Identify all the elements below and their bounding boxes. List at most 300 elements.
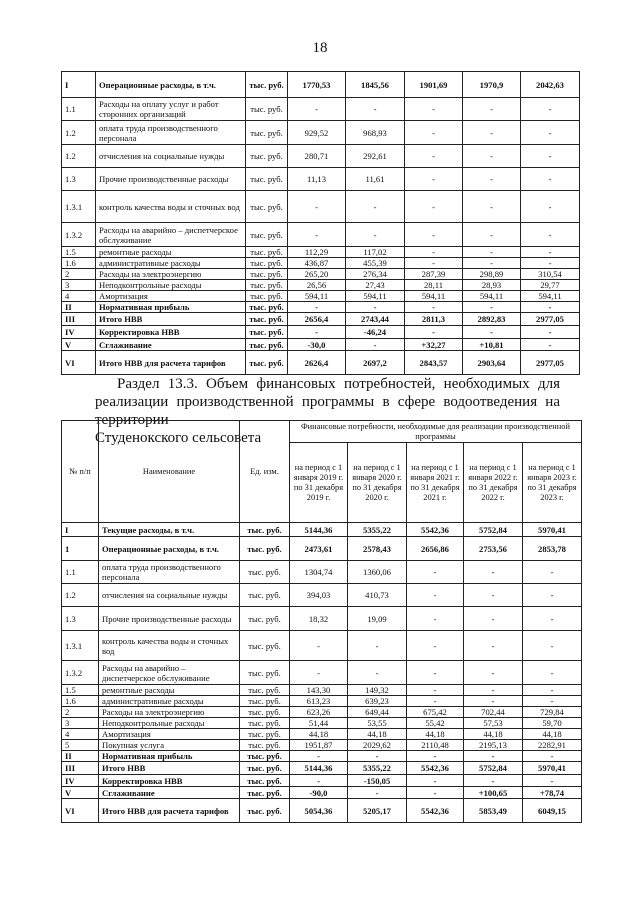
section-heading-line-1: Раздел 13.3. Объем финансовых потребностей, необходимых для bbox=[117, 376, 560, 392]
row-value: - bbox=[405, 121, 463, 145]
row-name: Корректировка НВВ bbox=[96, 326, 246, 339]
row-value: - bbox=[464, 751, 523, 762]
row-unit: тыс. руб. bbox=[246, 98, 288, 121]
table-financial-top bbox=[61, 71, 580, 375]
row-value: 292,61 bbox=[346, 145, 405, 168]
row-value: 2042,63 bbox=[521, 72, 580, 98]
row-number: 1.6 bbox=[62, 258, 96, 269]
row-value: 5853,49 bbox=[464, 799, 523, 823]
table-row bbox=[62, 707, 582, 718]
table-row bbox=[62, 729, 582, 740]
row-number: II bbox=[62, 751, 99, 762]
row-value: 455,39 bbox=[346, 258, 405, 269]
row-value: 2578,43 bbox=[348, 537, 407, 561]
row-unit: тыс. руб. bbox=[240, 584, 290, 607]
row-name: Расходы на аварийно – диспетчерское обслуживание bbox=[96, 223, 246, 247]
row-number: 1.3 bbox=[62, 607, 99, 631]
row-value: 2473,61 bbox=[290, 537, 348, 561]
row-unit: тыс. руб. bbox=[240, 775, 290, 787]
row-number: I bbox=[62, 523, 99, 537]
row-name: Амортизация bbox=[96, 291, 246, 302]
row-number: III bbox=[62, 313, 96, 326]
row-value: +10,81 bbox=[463, 339, 521, 351]
row-unit: тыс. руб. bbox=[246, 280, 288, 291]
row-value: - bbox=[523, 696, 582, 707]
row-value: 2811,3 bbox=[405, 313, 463, 326]
table-row bbox=[62, 685, 582, 696]
row-value: - bbox=[290, 775, 348, 787]
row-value: 5970,41 bbox=[523, 762, 582, 775]
row-unit: тыс. руб. bbox=[246, 351, 288, 375]
row-value: - bbox=[523, 751, 582, 762]
row-name: Расходы на оплату услуг и работ сторонних организаций bbox=[96, 98, 246, 121]
row-value: 5205,17 bbox=[348, 799, 407, 823]
row-value: 623,26 bbox=[290, 707, 348, 718]
row-unit: тыс. руб. bbox=[246, 145, 288, 168]
row-value: - bbox=[463, 98, 521, 121]
row-value: - bbox=[463, 145, 521, 168]
header-unit: Ед. изм. bbox=[240, 421, 290, 523]
row-value: 2697,2 bbox=[346, 351, 405, 375]
table-row bbox=[62, 537, 582, 561]
row-value: 2843,57 bbox=[405, 351, 463, 375]
table-body bbox=[62, 72, 580, 375]
row-name: Сглаживание bbox=[99, 787, 240, 799]
row-unit: тыс. руб. bbox=[240, 561, 290, 584]
row-unit: тыс. руб. bbox=[246, 121, 288, 145]
row-value: - bbox=[523, 661, 582, 685]
row-unit: тыс. руб. bbox=[240, 523, 290, 537]
table-row bbox=[62, 291, 580, 302]
header-group: Финансовые потребности, необходимые для реализации производственной программы bbox=[290, 421, 582, 443]
row-number: 1.3.2 bbox=[62, 223, 96, 247]
row-value: - bbox=[346, 339, 405, 351]
row-name: Неподконтрольные расходы bbox=[99, 718, 240, 729]
table-row bbox=[62, 313, 580, 326]
row-value: - bbox=[523, 607, 582, 631]
row-unit: тыс. руб. bbox=[240, 787, 290, 799]
row-value: 2110,48 bbox=[407, 740, 464, 751]
row-name: Операционные расходы, в т.ч. bbox=[99, 537, 240, 561]
header-period: на период с 1 января 2021 г. по 31 декабря 2021 г. bbox=[407, 443, 464, 523]
table-row bbox=[62, 191, 580, 223]
row-value: - bbox=[405, 326, 463, 339]
row-number: 3 bbox=[62, 718, 99, 729]
row-value: - bbox=[407, 661, 464, 685]
row-value: 2743,44 bbox=[346, 313, 405, 326]
row-value: - bbox=[523, 685, 582, 696]
row-value: 26,56 bbox=[288, 280, 346, 291]
row-value: 276,34 bbox=[346, 269, 405, 280]
row-value: - bbox=[523, 561, 582, 584]
row-value: - bbox=[288, 98, 346, 121]
row-unit: тыс. руб. bbox=[240, 685, 290, 696]
row-value: 11,61 bbox=[346, 168, 405, 191]
row-value: - bbox=[464, 561, 523, 584]
row-value: 929,52 bbox=[288, 121, 346, 145]
row-value: - bbox=[521, 258, 580, 269]
row-unit: тыс. руб. bbox=[246, 223, 288, 247]
row-unit: тыс. руб. bbox=[240, 607, 290, 631]
table-row bbox=[62, 751, 582, 762]
table-row bbox=[62, 631, 582, 661]
row-value: - bbox=[288, 326, 346, 339]
row-value: 112,29 bbox=[288, 247, 346, 258]
row-name: Итого НВВ для расчета тарифов bbox=[96, 351, 246, 375]
row-name: Корректировка НВВ bbox=[99, 775, 240, 787]
row-number: IV bbox=[62, 326, 96, 339]
row-value: - bbox=[405, 223, 463, 247]
row-value: 649,44 bbox=[348, 707, 407, 718]
row-value: -30,0 bbox=[288, 339, 346, 351]
row-value: - bbox=[464, 584, 523, 607]
row-value: 143,30 bbox=[290, 685, 348, 696]
row-value: - bbox=[407, 775, 464, 787]
row-value: 1970,9 bbox=[463, 72, 521, 98]
table-row bbox=[62, 326, 580, 339]
row-unit: тыс. руб. bbox=[240, 729, 290, 740]
row-value: 2977,05 bbox=[521, 351, 580, 375]
row-value: 2195,13 bbox=[464, 740, 523, 751]
row-value: - bbox=[463, 191, 521, 223]
row-number: 1.2 bbox=[62, 145, 96, 168]
row-value: 287,39 bbox=[405, 269, 463, 280]
row-value: -46,24 bbox=[346, 326, 405, 339]
row-unit: тыс. руб. bbox=[246, 258, 288, 269]
row-number: I bbox=[62, 72, 96, 98]
row-value: - bbox=[288, 191, 346, 223]
row-value: - bbox=[521, 302, 580, 313]
header-name: Наименование bbox=[99, 421, 240, 523]
row-name: Прочие производственные расходы bbox=[99, 607, 240, 631]
table-financial-needs bbox=[61, 420, 582, 823]
row-name: оплата труда производственного персонала bbox=[96, 121, 246, 145]
row-number: 1.3.2 bbox=[62, 661, 99, 685]
row-value: 5054,36 bbox=[290, 799, 348, 823]
row-name: Итого НВВ bbox=[96, 313, 246, 326]
row-value: 2029,62 bbox=[348, 740, 407, 751]
table-row bbox=[62, 561, 582, 584]
row-value: - bbox=[288, 302, 346, 313]
row-value: 2977,05 bbox=[521, 313, 580, 326]
row-value: 2903,64 bbox=[463, 351, 521, 375]
row-name: оплата труда производственного персонала bbox=[99, 561, 240, 584]
row-unit: тыс. руб. bbox=[240, 661, 290, 685]
row-name: Сглаживание bbox=[96, 339, 246, 351]
row-value: - bbox=[463, 247, 521, 258]
table-row bbox=[62, 98, 580, 121]
row-name: административные расходы bbox=[96, 258, 246, 269]
row-value: 310,54 bbox=[521, 269, 580, 280]
row-value: +78,74 bbox=[523, 787, 582, 799]
row-unit: тыс. руб. bbox=[240, 718, 290, 729]
row-value: 729,84 bbox=[523, 707, 582, 718]
row-value: - bbox=[407, 751, 464, 762]
row-value: - bbox=[521, 191, 580, 223]
row-value: 5355,22 bbox=[348, 523, 407, 537]
table-row bbox=[62, 280, 580, 291]
table-row bbox=[62, 661, 582, 685]
row-value: 55,42 bbox=[407, 718, 464, 729]
row-number: 1.1 bbox=[62, 561, 99, 584]
row-name: Расходы на электроэнергию bbox=[99, 707, 240, 718]
row-name: Итого НВВ bbox=[99, 762, 240, 775]
row-value: 28,11 bbox=[405, 280, 463, 291]
row-value: - bbox=[464, 696, 523, 707]
table-body bbox=[62, 523, 582, 823]
row-number: 1.2 bbox=[62, 121, 96, 145]
row-unit: тыс. руб. bbox=[246, 313, 288, 326]
row-unit: тыс. руб. bbox=[246, 168, 288, 191]
row-value: 1951,87 bbox=[290, 740, 348, 751]
row-value: 44,18 bbox=[348, 729, 407, 740]
row-value: -90,0 bbox=[290, 787, 348, 799]
row-value: 594,11 bbox=[521, 291, 580, 302]
row-value: - bbox=[407, 607, 464, 631]
row-name: Текущие расходы, в т.ч. bbox=[99, 523, 240, 537]
row-value: - bbox=[523, 775, 582, 787]
row-name: Амортизация bbox=[99, 729, 240, 740]
row-name: Операционные расходы, в т.ч. bbox=[96, 72, 246, 98]
row-value: - bbox=[346, 191, 405, 223]
row-number: 1.5 bbox=[62, 685, 99, 696]
header-number: № п/п bbox=[62, 421, 99, 523]
row-value: 410,73 bbox=[348, 584, 407, 607]
row-unit: тыс. руб. bbox=[246, 291, 288, 302]
row-value: 27,43 bbox=[346, 280, 405, 291]
row-name: отчисления на социальные нужды bbox=[96, 145, 246, 168]
row-unit: тыс. руб. bbox=[240, 751, 290, 762]
row-number: V bbox=[62, 339, 96, 351]
table-row bbox=[62, 269, 580, 280]
row-number: 4 bbox=[62, 729, 99, 740]
row-value: - bbox=[464, 631, 523, 661]
row-number: 1.3.1 bbox=[62, 191, 96, 223]
row-value: - bbox=[288, 223, 346, 247]
row-value: 57,53 bbox=[464, 718, 523, 729]
row-value: 5970,41 bbox=[523, 523, 582, 537]
row-value: - bbox=[290, 631, 348, 661]
table-row bbox=[62, 718, 582, 729]
row-value: - bbox=[521, 247, 580, 258]
row-value: - bbox=[407, 787, 464, 799]
row-value: - bbox=[464, 661, 523, 685]
table-row bbox=[62, 302, 580, 313]
row-value: - bbox=[464, 775, 523, 787]
row-value: 44,18 bbox=[464, 729, 523, 740]
row-unit: тыс. руб. bbox=[246, 191, 288, 223]
row-name: Итого НВВ для расчета тарифов bbox=[99, 799, 240, 823]
row-value: 1901,69 bbox=[405, 72, 463, 98]
row-name: контроль качества воды и сточных вод bbox=[96, 191, 246, 223]
row-value: - bbox=[407, 561, 464, 584]
row-value: - bbox=[407, 696, 464, 707]
row-value: - bbox=[463, 121, 521, 145]
row-unit: тыс. руб. bbox=[246, 339, 288, 351]
row-value: 394,03 bbox=[290, 584, 348, 607]
row-value: 5752,84 bbox=[464, 762, 523, 775]
row-value: 2892,83 bbox=[463, 313, 521, 326]
row-value: - bbox=[523, 631, 582, 661]
row-value: 639,23 bbox=[348, 696, 407, 707]
row-value: 29,77 bbox=[521, 280, 580, 291]
table-row bbox=[62, 740, 582, 751]
row-value: 19,09 bbox=[348, 607, 407, 631]
row-value: 5355,22 bbox=[348, 762, 407, 775]
row-value: 1845,56 bbox=[346, 72, 405, 98]
row-value: - bbox=[463, 168, 521, 191]
row-value: 5542,36 bbox=[407, 523, 464, 537]
row-name: Покупная услуга bbox=[99, 740, 240, 751]
row-value: - bbox=[290, 661, 348, 685]
row-value: 5542,36 bbox=[407, 762, 464, 775]
row-number: 1.2 bbox=[62, 584, 99, 607]
row-value: - bbox=[464, 685, 523, 696]
row-unit: тыс. руб. bbox=[246, 72, 288, 98]
table-row bbox=[62, 223, 580, 247]
row-value: - bbox=[521, 98, 580, 121]
row-name: Нормативная прибыль bbox=[96, 302, 246, 313]
table-row bbox=[62, 523, 582, 537]
row-value: 5144,36 bbox=[290, 523, 348, 537]
row-value: 2656,4 bbox=[288, 313, 346, 326]
row-value: - bbox=[463, 258, 521, 269]
row-number: 3 bbox=[62, 280, 96, 291]
row-value: 298,89 bbox=[463, 269, 521, 280]
table-row bbox=[62, 72, 580, 98]
row-value: 28,93 bbox=[463, 280, 521, 291]
row-name: ремонтные расходы bbox=[99, 685, 240, 696]
page-number: 18 bbox=[312, 40, 328, 56]
row-value: 117,02 bbox=[346, 247, 405, 258]
table-row bbox=[62, 584, 582, 607]
row-value: - bbox=[407, 631, 464, 661]
row-value: 2656,86 bbox=[407, 537, 464, 561]
row-unit: тыс. руб. bbox=[246, 326, 288, 339]
row-number: II bbox=[62, 302, 96, 313]
row-value: 594,11 bbox=[346, 291, 405, 302]
section-heading-line-3: Студенокского сельсовета bbox=[95, 430, 262, 446]
row-value: - bbox=[348, 787, 407, 799]
row-value: - bbox=[405, 191, 463, 223]
table-row bbox=[62, 799, 582, 823]
row-number: 1 bbox=[62, 537, 99, 561]
row-number: V bbox=[62, 787, 99, 799]
row-value: 2853,78 bbox=[523, 537, 582, 561]
table-row bbox=[62, 762, 582, 775]
row-number: VI bbox=[62, 351, 96, 375]
row-value: - bbox=[521, 121, 580, 145]
row-number: 5 bbox=[62, 740, 99, 751]
row-value: - bbox=[407, 584, 464, 607]
row-number: VI bbox=[62, 799, 99, 823]
row-name: ремонтные расходы bbox=[96, 247, 246, 258]
table-row bbox=[62, 696, 582, 707]
row-value: 613,23 bbox=[290, 696, 348, 707]
row-value: - bbox=[521, 145, 580, 168]
row-value: - bbox=[346, 223, 405, 247]
row-number: III bbox=[62, 762, 99, 775]
row-number: 1.5 bbox=[62, 247, 96, 258]
row-name: Расходы на аварийно – диспетчерское обслуживание bbox=[99, 661, 240, 685]
row-value: 594,11 bbox=[463, 291, 521, 302]
table-row bbox=[62, 775, 582, 787]
row-unit: тыс. руб. bbox=[240, 707, 290, 718]
row-name: Неподконтрольные расходы bbox=[96, 280, 246, 291]
row-unit: тыс. руб. bbox=[240, 762, 290, 775]
row-unit: тыс. руб. bbox=[240, 740, 290, 751]
table-row bbox=[62, 339, 580, 351]
row-name: отчисления на социальные нужды bbox=[99, 584, 240, 607]
row-value: +32,27 bbox=[405, 339, 463, 351]
section-heading-line-2: реализации производственной программы в сфере водоотведения на территории bbox=[95, 394, 560, 428]
row-value: - bbox=[348, 751, 407, 762]
table-row bbox=[62, 351, 580, 375]
row-unit: тыс. руб. bbox=[246, 247, 288, 258]
row-value: - bbox=[405, 145, 463, 168]
header-period: на период с 1 января 2022 г. по 31 декабря 2022 г. bbox=[464, 443, 523, 523]
row-value: 1304,74 bbox=[290, 561, 348, 584]
row-value: 675,42 bbox=[407, 707, 464, 718]
row-number: 2 bbox=[62, 269, 96, 280]
row-value: 1770,53 bbox=[288, 72, 346, 98]
row-name: Расходы на электроэнергию bbox=[96, 269, 246, 280]
table-row bbox=[62, 247, 580, 258]
header-period: на период с 1 января 2023 г. по 31 декабря 2023 г. bbox=[523, 443, 582, 523]
row-value: - bbox=[290, 751, 348, 762]
row-value: 1360,06 bbox=[348, 561, 407, 584]
row-name: контроль качества воды и сточных вод bbox=[99, 631, 240, 661]
row-value: - bbox=[463, 302, 521, 313]
row-value: - bbox=[407, 685, 464, 696]
row-value: 51,44 bbox=[290, 718, 348, 729]
row-number: 2 bbox=[62, 707, 99, 718]
table-row bbox=[62, 121, 580, 145]
row-value: 2753,56 bbox=[464, 537, 523, 561]
row-value: 59,70 bbox=[523, 718, 582, 729]
row-number: 1.3.1 bbox=[62, 631, 99, 661]
table-row bbox=[62, 168, 580, 191]
row-value: 702,44 bbox=[464, 707, 523, 718]
row-value: 2282,91 bbox=[523, 740, 582, 751]
table-row bbox=[62, 607, 582, 631]
row-unit: тыс. руб. bbox=[240, 631, 290, 661]
row-value: 44,18 bbox=[407, 729, 464, 740]
row-value: - bbox=[464, 607, 523, 631]
row-value: 53,55 bbox=[348, 718, 407, 729]
row-value: - bbox=[346, 302, 405, 313]
row-value: 5144,36 bbox=[290, 762, 348, 775]
row-value: - bbox=[463, 326, 521, 339]
row-value: 594,11 bbox=[405, 291, 463, 302]
row-value: +100,65 bbox=[464, 787, 523, 799]
row-value: 6049,15 bbox=[523, 799, 582, 823]
row-number: 1.3 bbox=[62, 168, 96, 191]
row-value: - bbox=[463, 223, 521, 247]
row-number: IV bbox=[62, 775, 99, 787]
row-value: 968,93 bbox=[346, 121, 405, 145]
row-value: 5752,84 bbox=[464, 523, 523, 537]
row-value: 594,11 bbox=[288, 291, 346, 302]
row-unit: тыс. руб. bbox=[246, 269, 288, 280]
row-value: 265,20 bbox=[288, 269, 346, 280]
row-value: 280,71 bbox=[288, 145, 346, 168]
row-value: -150,05 bbox=[348, 775, 407, 787]
row-unit: тыс. руб. bbox=[240, 799, 290, 823]
row-value: - bbox=[521, 168, 580, 191]
table-row bbox=[62, 258, 580, 269]
row-name: Нормативная прибыль bbox=[99, 751, 240, 762]
